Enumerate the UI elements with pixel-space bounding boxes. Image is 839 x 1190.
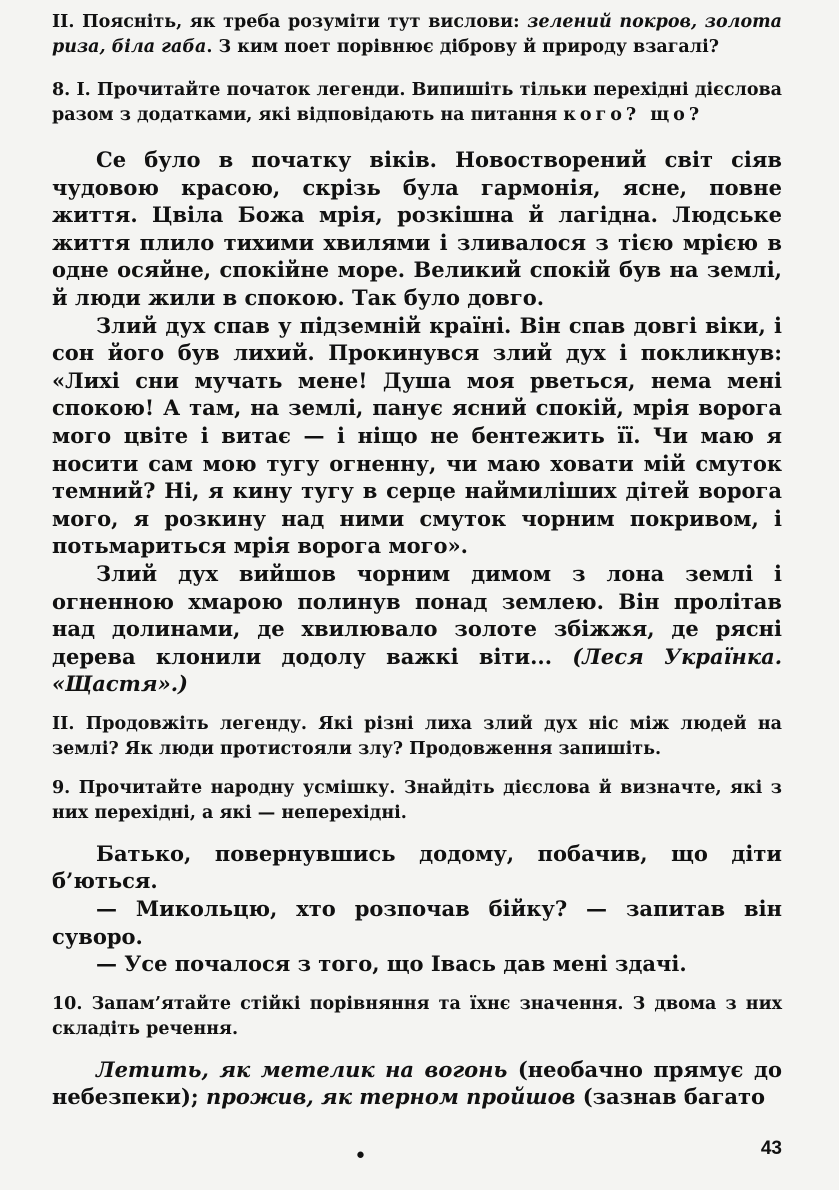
joke-paragraph-1: Батько, повернувшись додому, побачив, що діти б’ються. [52,840,782,894]
task-text: Поясніть, як треба розуміти тут вислови: [82,12,528,32]
exercise-8-task [52,78,782,128]
task-label: II. [52,12,83,32]
task-questions: кого? що? [563,105,704,125]
exercise-10-task [52,992,782,1042]
task-text: Запам’ятайте стійкі порівняння та їхнє значення. З двома з них складіть речення. [52,993,783,1039]
task-text: Продовжіть легенду. Які різні лиха злий дух ніс між людей на землі? Як люди протистояли злу? Продовження запишіть. [52,713,783,759]
legend-paragraph-3-text: Злий дух вийшов чорним димом з лона землі і огненною хмарою полинув понад землею. Він пролітав над долинами, де хвилювало золоте збіжжя, де рясні дерева клонили додолу важкі віти... [52,560,782,669]
task-text: Прочитайте початок легенди. Випишіть тільки перехідні дієслова разом з додатками, які відповідають на питання [52,80,782,125]
simile-1: Летить, як метелик на вогонь [96,1056,508,1082]
exercise-9-task [52,776,782,826]
legend-paragraph-1: Се було в початку віків. Новостворений світ сіяв чудовою красою, скрізь була гармонія, ясне, повне життя. Цвіла Божа мрія, розкішна й лагідна. Людське життя плило тихими хвилями і зливалося з тією мрією в одне осяйне, спокійне море. Великий спокій був на землі, й люди жили в спокою. Так було довго. [52,147,782,310]
exercise-number: 9. [52,777,79,798]
footer-bullet: • [354,1144,367,1169]
joke-paragraph-3: — Усе почалося з того, що Івась дав мені здачі. [96,951,687,977]
legend-paragraph-3 [52,560,782,698]
exercise-number: 8. [52,80,77,100]
legend-paragraph-2: Злий дух спав у підземній країні. Він спав довгі віки, і сон його був лихий. Прокинувся злий дух і покликнув: «Лихі сни мучать мене! Душа моя рветься, нема мені спокою! А там, на землі, панує ясний спокій, мрія ворога мого цвіте і витає — і ніщо не бентежить її. Чи маю я носити сам мою тугу огненну, чи маю ховати мій смуток темний? Ні, я кину тугу в серце наймиліших дітей ворога мого, я розкину над ними смуток чорним покривом, і потьмариться мрія ворога мого». [52,312,782,559]
exercise-number: 10. [52,993,92,1014]
simile-2-meaning: (зазнав багато [575,1084,766,1110]
task-ii-continue-legend [52,712,782,762]
simile-1-meaning: (необачно прямує до небезпеки); [52,1056,782,1110]
legend-source: (Леся Українка. «Щастя».) [52,643,782,697]
textbook-page [52,10,782,1111]
joke-paragraph-2: — Микольцю, хто розпочав бійку? — запитав він суворо. [52,896,782,949]
simile-2: прожив, як терном пройшов [205,1084,576,1110]
task-ii-explain-phrases [52,10,782,60]
page-footer [52,1138,782,1168]
task-text-end: . З ким поет порівнює діброву й природу взагалі? [206,37,720,57]
similes-paragraph [52,1056,782,1111]
task-label: II. [52,713,86,734]
task-label: I. [76,80,97,100]
task-phrases: зелений покров, золота риза, біла габа [52,12,782,57]
page-number: 43 [760,1138,782,1159]
task-text: Прочитайте народну усмішку. Знайдіть дієслова й визначте, які з них перехідні, а які — неперехідні. [52,777,782,823]
